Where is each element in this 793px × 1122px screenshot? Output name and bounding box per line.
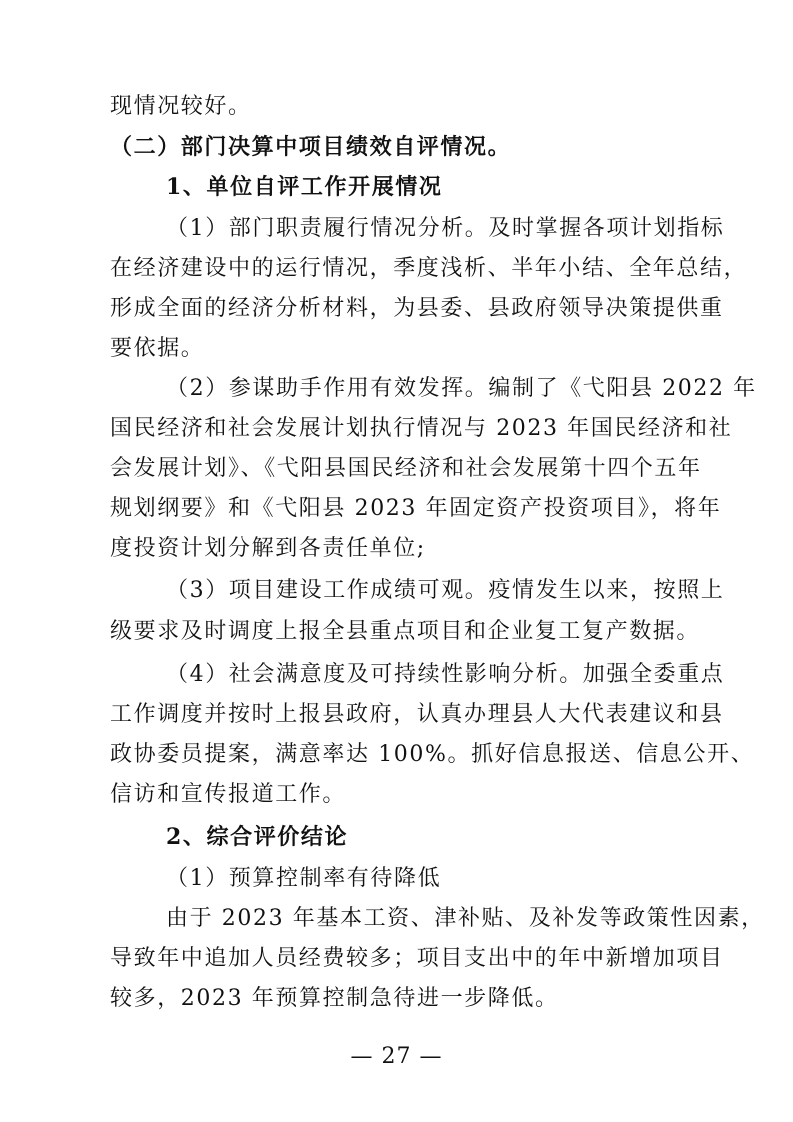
text-line: （1）部门职责履行情况分析。及时掌握各项计划指标: [166, 216, 725, 241]
subsection-heading: 1、单位自评工作开展情况: [166, 174, 443, 200]
page-number: — 27 —: [350, 1044, 443, 1069]
text-line: 政协委员提案，满意率达 100%。抓好信息报送、信息公开、: [110, 742, 755, 767]
text-line: 规划纲要》和《弋阳县 2023 年固定资产投资项目》，将年: [110, 496, 722, 521]
text-line: 形成全面的经济分析材料，为县委、县政府领导决策提供重: [110, 296, 724, 321]
text-line: 要依据。: [110, 336, 205, 361]
text-line: 信访和宣传报道工作。: [110, 782, 347, 807]
text-line: 国民经济和社会发展计划执行情况与 2023 年国民经济和社: [110, 416, 733, 441]
text-line: （2）参谋助手作用有效发挥。编制了《弋阳县 2022 年: [166, 376, 757, 401]
text-line: （3）项目建设工作成绩可观。疫情发生以来，按照上: [166, 578, 725, 603]
text-line: 由于 2023 年基本工资、津补贴、及补发等政策性因素，: [166, 906, 765, 931]
text-line: （4）社会满意度及可持续性影响分析。加强全委重点: [166, 662, 725, 687]
subsection-heading: 2、综合评价结论: [166, 824, 349, 850]
section-heading: （二）部门决算中项目绩效自评情况。: [110, 134, 512, 160]
text-line: （1）预算控制率有待降低: [166, 866, 442, 891]
text-line: 度投资计划分解到各责任单位;: [110, 536, 426, 561]
text-line: 会发展计划》、《弋阳县国民经济和社会发展第十四个五年: [110, 456, 702, 481]
text-line: 工作调度并按时上报县政府，认真办理县人大代表建议和县: [110, 702, 724, 727]
text-line: 在经济建设中的运行情况，季度浅析、半年小结、全年总结，: [110, 256, 748, 281]
text-line: 现情况较好。: [110, 94, 252, 119]
text-line: 级要求及时调度上报全县重点项目和企业复工复产数据。: [110, 619, 701, 644]
text-line: 导致年中追加人员经费较多；项目支出中的年中新增加项目: [110, 946, 724, 971]
text-line: 较多，2023 年预算控制急待进一步降低。: [110, 986, 559, 1011]
